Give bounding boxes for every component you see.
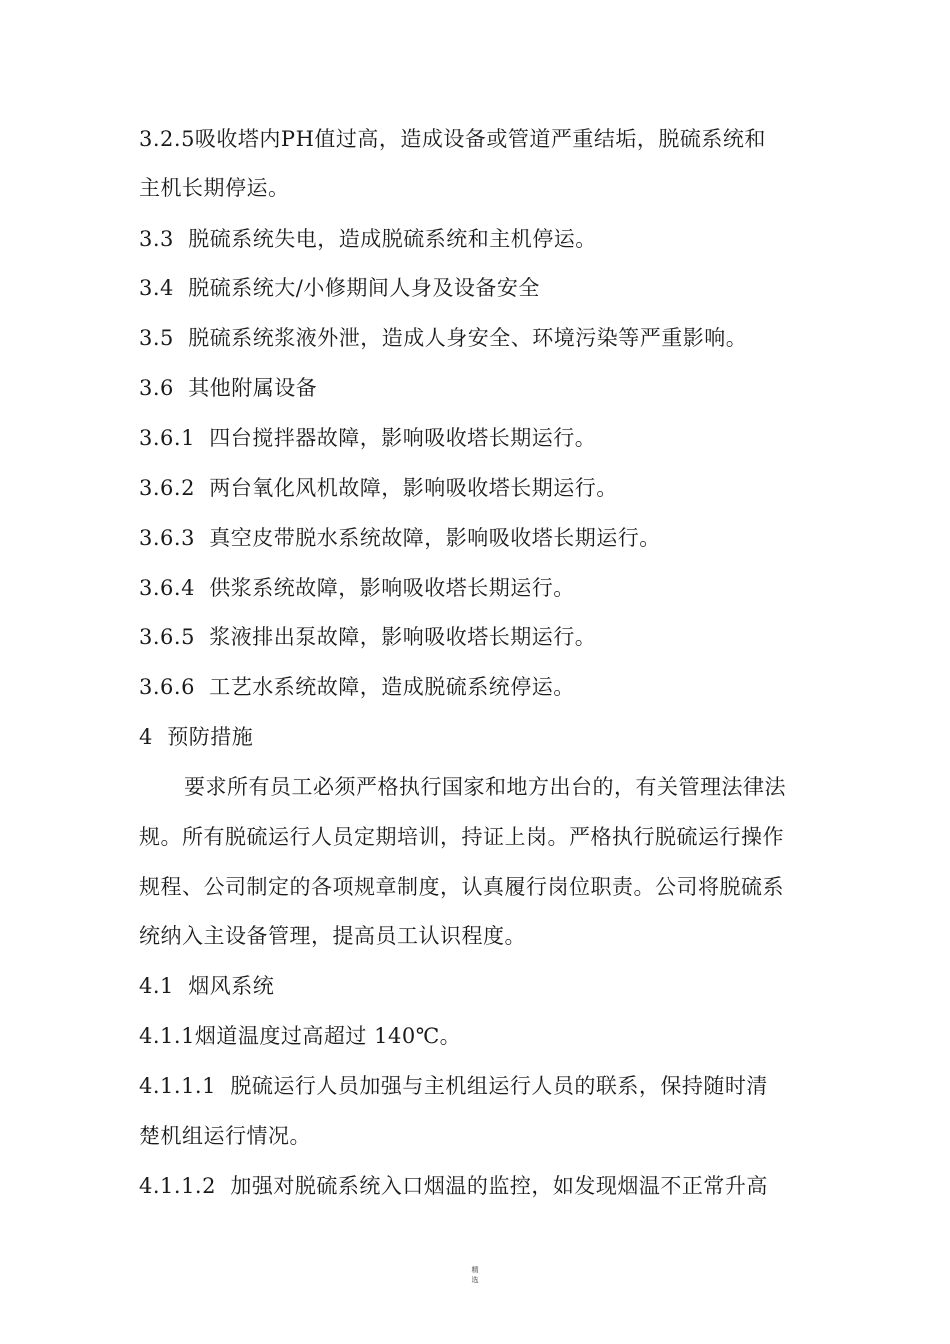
footer-char-1: 精 (471, 1266, 479, 1274)
text-line-3-6-2: 3.6.2 两台氧化风机故障，影响吸收塔长期运行。 (139, 476, 618, 500)
paragraph-line-1: 要求所有员工必须严格执行国家和地方出台的，有关管理法律法 (184, 775, 786, 799)
text-line-3-6-4: 3.6.4 供浆系统故障，影响吸收塔长期运行。 (139, 576, 575, 600)
text-line-continuation: 楚机组运行情况。 (139, 1124, 311, 1148)
text-line-4-1-1-2: 4.1.1.2 加强对脱硫系统入口烟温的监控，如发现烟温不正常升高 (139, 1174, 768, 1198)
text-line-3-6-3: 3.6.3 真空皮带脱水系统故障，影响吸收塔长期运行。 (139, 526, 661, 550)
paragraph-line-3: 规程、公司制定的各项规章制度，认真履行岗位职责。公司将脱硫系 (139, 875, 784, 899)
text-line-3-2-5: 3.2.5吸收塔内PH值过高，造成设备或管道严重结垢，脱硫系统和 (139, 127, 766, 151)
heading-3-6: 3.6 其他附属设备 (139, 376, 318, 400)
text-line-4-1-1-1: 4.1.1.1 脱硫运行人员加强与主机组运行人员的联系，保持随时清 (139, 1074, 768, 1098)
text-line-3-6-5: 3.6.5 浆液排出泵故障，影响吸收塔长期运行。 (139, 625, 597, 649)
text-line-3-5: 3.5 脱硫系统浆液外泄，造成人身安全、环境污染等严重影响。 (139, 326, 748, 350)
text-line-continuation: 主机长期停运。 (139, 176, 290, 200)
text-line-3-6-1: 3.6.1 四台搅拌器故障，影响吸收塔长期运行。 (139, 426, 597, 450)
text-line-3-3: 3.3 脱硫系统失电，造成脱硫系统和主机停运。 (139, 227, 597, 251)
footer-char-2: 选 (471, 1276, 479, 1284)
paragraph-line-2: 规。所有脱硫运行人员定期培训，持证上岗。严格执行脱硫运行操作 (139, 825, 784, 849)
heading-4-1: 4.1 烟风系统 (139, 974, 275, 998)
text-line-4-1-1: 4.1.1烟道温度过高超过 140℃。 (139, 1024, 462, 1048)
text-line-3-4: 3.4 脱硫系统大/小修期间人身及设备安全 (139, 276, 540, 300)
paragraph-line-4: 统纳入主设备管理，提高员工认识程度。 (139, 924, 526, 948)
heading-4: 4 预防措施 (139, 725, 254, 749)
text-line-3-6-6: 3.6.6 工艺水系统故障，造成脱硫系统停运。 (139, 675, 575, 699)
